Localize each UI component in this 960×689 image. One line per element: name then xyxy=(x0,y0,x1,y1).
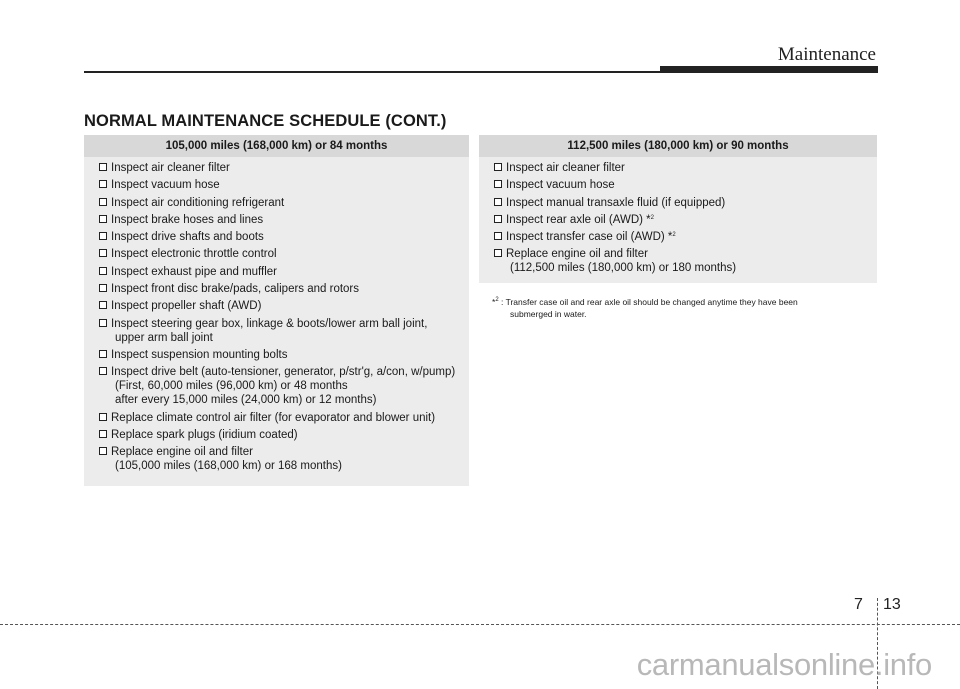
page-chapter: 7 xyxy=(854,596,863,613)
checkbox-icon xyxy=(99,301,107,309)
checklist-item xyxy=(494,213,871,227)
checklist-item xyxy=(99,317,463,345)
checklist-item-text: Inspect vacuum hose xyxy=(506,179,615,192)
checklist-item xyxy=(99,299,463,313)
checklist-item xyxy=(99,348,463,362)
footnote-sup: 2 xyxy=(495,297,499,303)
checklist-item xyxy=(494,230,871,244)
page-number: 13 xyxy=(883,596,901,613)
header-title: Maintenance xyxy=(777,44,876,65)
checklist xyxy=(479,157,877,275)
checkbox-icon xyxy=(99,198,107,206)
checkbox-icon xyxy=(99,267,107,275)
checklist-item-text: Replace climate control air filter (for evaporator and blower unit) xyxy=(111,411,436,424)
checklist-item xyxy=(99,445,463,473)
header-rule-thick xyxy=(660,66,878,73)
schedule-panel-105000 xyxy=(84,135,469,486)
checklist-item xyxy=(99,178,463,192)
checklist-item-text: (112,500 miles (180,000 km) or 180 months) xyxy=(510,262,737,275)
checklist-item xyxy=(99,282,463,296)
checklist xyxy=(84,157,469,473)
checklist-item-text: after every 15,000 miles (24,000 km) or 12 months) xyxy=(115,394,377,407)
checklist-item-text: Inspect air conditioning refrigerant xyxy=(111,196,285,209)
checklist-item-text: Inspect exhaust pipe and muffler xyxy=(111,265,278,278)
panel-heading: 112,500 miles (180,000 km) or 90 months xyxy=(479,135,877,157)
checklist-item-text: Inspect electronic throttle control xyxy=(111,248,277,261)
checkbox-icon xyxy=(99,430,107,438)
footnote-line1: : Transfer case oil and rear axle oil should be changed anytime they have been xyxy=(498,297,798,307)
checkbox-icon xyxy=(99,367,107,375)
footnote-marker: * xyxy=(492,297,496,307)
checklist-item-text: Inspect manual transaxle fluid (if equipped) xyxy=(506,196,726,209)
checkbox-icon xyxy=(99,215,107,223)
checklist-item xyxy=(99,428,463,442)
checkbox-icon xyxy=(494,215,502,223)
checkbox-icon xyxy=(99,284,107,292)
checklist-item-text: Inspect front disc brake/pads, calipers and rotors xyxy=(111,283,360,296)
checkbox-icon xyxy=(494,249,502,257)
checklist-item xyxy=(99,230,463,244)
checklist-item xyxy=(494,196,871,210)
checklist-item xyxy=(99,411,463,425)
checklist-item-text: Inspect steering gear box, linkage & boots/lower arm ball joint, xyxy=(111,317,428,330)
checklist-item-text: (105,000 miles (168,000 km) or 168 months) xyxy=(115,460,342,473)
checklist-item-text: (First, 60,000 miles (96,000 km) or 48 months xyxy=(115,380,348,393)
checklist-item-text: Replace spark plugs (iridium coated) xyxy=(111,428,298,441)
checkbox-icon xyxy=(99,180,107,188)
checklist-item xyxy=(494,161,871,175)
checkbox-icon xyxy=(99,413,107,421)
checklist-item-text: Inspect vacuum hose xyxy=(111,179,220,192)
checklist-item-text: Inspect transfer case oil (AWD) * xyxy=(506,231,673,244)
checkbox-icon xyxy=(494,232,502,240)
checkbox-icon xyxy=(494,198,502,206)
checklist-item xyxy=(99,196,463,210)
checkbox-icon xyxy=(99,350,107,358)
checklist-item-text: Replace engine oil and filter xyxy=(506,248,648,261)
checkbox-icon xyxy=(494,163,502,171)
checklist-item xyxy=(99,265,463,279)
checkbox-icon xyxy=(99,163,107,171)
checkbox-icon xyxy=(494,180,502,188)
footer-dashed-rule xyxy=(0,624,960,625)
checklist-item-text: Inspect suspension mounting bolts xyxy=(111,348,288,361)
checklist-item-text: Inspect brake hoses and lines xyxy=(111,213,264,226)
watermark: carmanualsonline.info xyxy=(636,647,932,682)
footnote-line2: submerged in water. xyxy=(510,308,587,319)
footnote-ref: 2 xyxy=(650,214,654,221)
checklist-item xyxy=(99,161,463,175)
checklist-item-text: Replace engine oil and filter xyxy=(111,446,253,459)
checklist-item xyxy=(99,213,463,227)
header-rule-thin xyxy=(84,71,660,73)
panel-heading: 105,000 miles (168,000 km) or 84 months xyxy=(84,135,469,157)
schedule-panel-112500 xyxy=(479,135,877,283)
checklist-item-text: upper arm ball joint xyxy=(115,331,213,344)
checklist-item-text: Inspect air cleaner filter xyxy=(506,162,625,174)
checklist-item-text: Inspect drive shafts and boots xyxy=(111,231,264,244)
checkbox-icon xyxy=(99,319,107,327)
footnote-ref: 2 xyxy=(672,232,676,239)
checklist-item xyxy=(494,247,871,275)
checkbox-icon xyxy=(99,447,107,455)
checklist-item xyxy=(494,178,871,192)
checklist-item xyxy=(99,247,463,261)
checklist-item xyxy=(99,365,463,407)
checklist-item-text: Inspect propeller shaft (AWD) xyxy=(111,300,262,313)
checkbox-icon xyxy=(99,232,107,240)
checklist-item-text: Inspect rear axle oil (AWD) * xyxy=(506,213,651,226)
checklist-item-text: Inspect drive belt (auto-tensioner, generator, p/str'g, a/con, w/pump) xyxy=(111,366,456,379)
checkbox-icon xyxy=(99,249,107,257)
checklist-item-text: Inspect air cleaner filter xyxy=(111,162,230,174)
footnote xyxy=(492,297,877,320)
section-title: NORMAL MAINTENANCE SCHEDULE (CONT.) xyxy=(84,112,447,130)
